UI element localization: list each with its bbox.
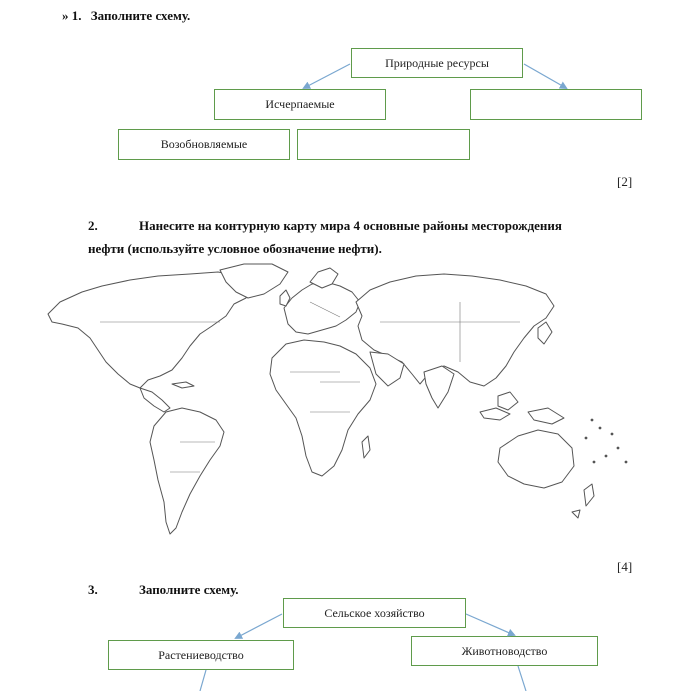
q3-left-box — [108, 640, 294, 670]
q3-arrow-left — [236, 614, 282, 638]
map-africa — [270, 340, 376, 476]
q1-arrow-left — [304, 64, 350, 88]
map-madagascar — [362, 436, 370, 458]
map-india — [424, 366, 454, 408]
q1-root-box — [351, 48, 523, 78]
map-north-america — [48, 272, 254, 388]
q3-left-label: Растениеводство — [158, 647, 244, 662]
q1-right-box[interactable] — [470, 89, 642, 120]
q3-heading — [88, 582, 239, 598]
map-south-america — [150, 408, 224, 534]
q3-text: Заполните схему. — [139, 582, 239, 597]
q1-heading — [62, 8, 190, 24]
q1-root-label: Природные ресурсы — [385, 55, 489, 70]
q1-left-box — [214, 89, 386, 120]
q2-number: 2. — [88, 218, 98, 233]
q3-arrow-right — [466, 614, 514, 635]
map-island-1 — [572, 510, 580, 518]
map-caribbean — [172, 382, 194, 388]
q1-left-label: Исчерпаемые — [265, 97, 335, 111]
q1-sub-right-box[interactable] — [297, 129, 470, 160]
q3-root-label: Сельское хозяйство — [324, 605, 425, 620]
q1-text: Заполните схему. — [90, 8, 191, 23]
map-new-guinea — [528, 408, 564, 424]
q1-score: [2] — [617, 174, 633, 189]
map-indonesia — [480, 408, 510, 420]
q3-number: 3. — [88, 582, 98, 597]
q2-score: [4] — [617, 559, 633, 574]
q2-text-line1: Нанесите на контурную карту мира 4 основные районы месторождения — [139, 218, 562, 233]
map-australia — [498, 430, 574, 488]
q1-sub-left-label: Возобновляемые — [160, 137, 248, 151]
map-borneo — [498, 392, 518, 410]
map-new-zealand — [584, 484, 594, 506]
map-central-america — [140, 388, 170, 412]
q1-sub-left-box — [118, 129, 290, 160]
world-contour-map[interactable] — [40, 262, 640, 547]
q3-root-box — [283, 598, 466, 628]
q1-arrow-right — [524, 64, 566, 88]
q3-right-box — [411, 636, 598, 666]
q3-right-label: Животноводство — [461, 643, 548, 658]
map-japan — [538, 322, 552, 344]
q3-arrow-left-down — [200, 670, 206, 691]
q1-number: » 1. — [62, 8, 82, 23]
q2-heading-line1 — [88, 218, 562, 234]
q2-text-line2: нефти (используйте условное обозначение нефти). — [88, 241, 382, 256]
q3-arrow-right-down — [518, 666, 526, 691]
